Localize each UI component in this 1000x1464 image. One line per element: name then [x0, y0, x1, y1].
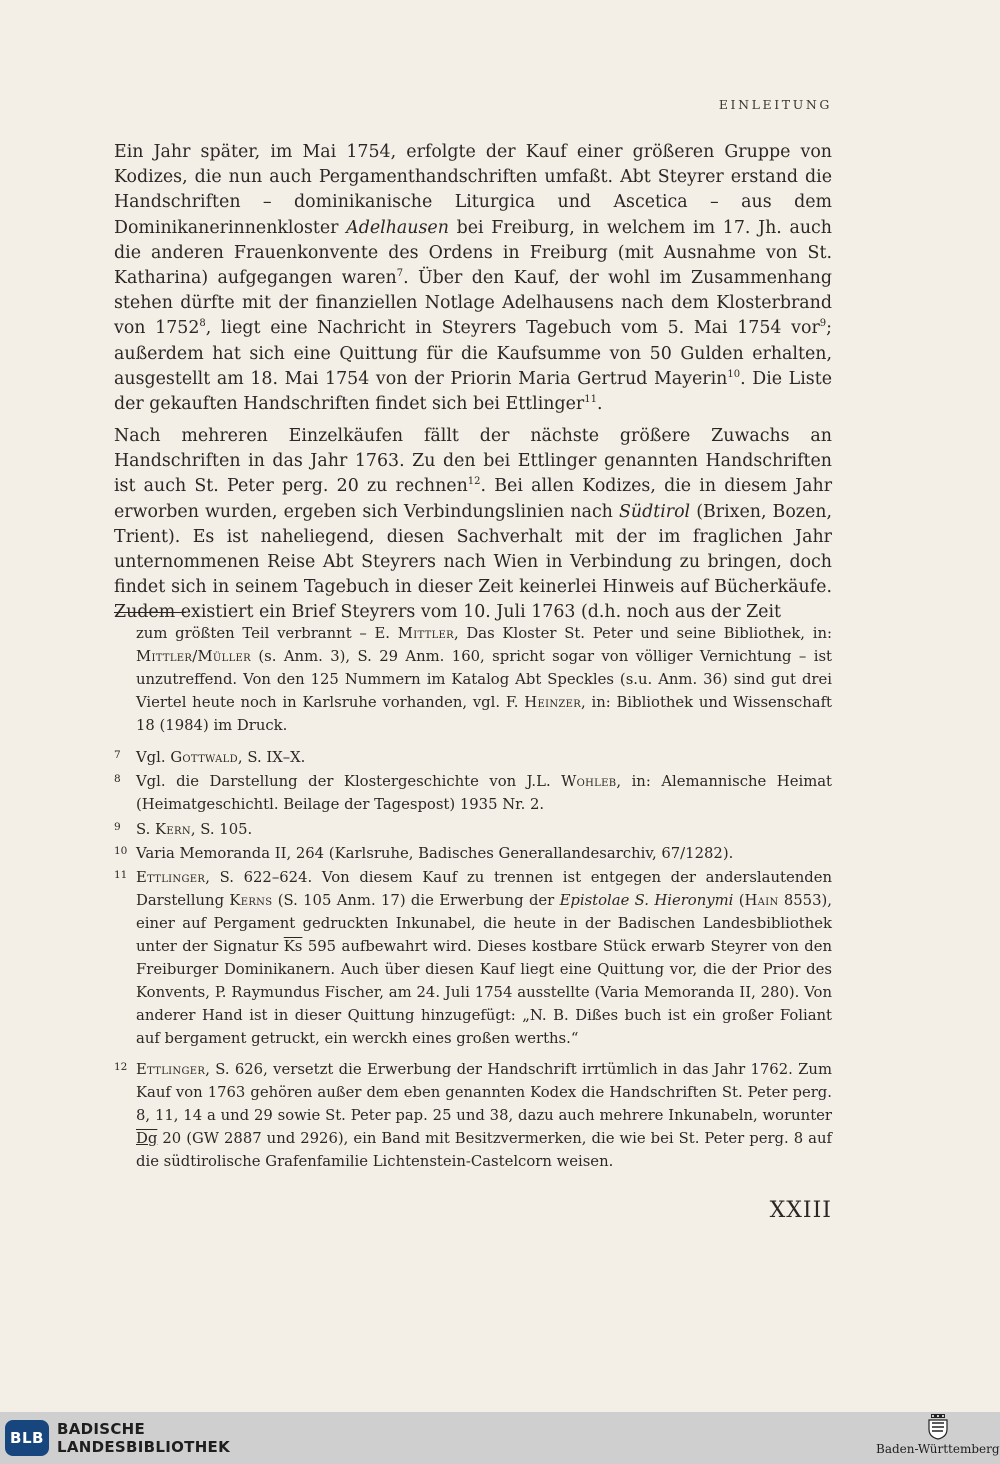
footnote-ref-11[interactable]: 11 — [584, 394, 597, 406]
footnote-ref-12[interactable]: 12 — [467, 476, 481, 488]
footnote-7: 7 Vgl. Gottwald, S. IX–X. — [114, 746, 832, 769]
body-paragraph-1: Ein Jahr später, im Mai 1754, erfolgte der Kauf einer größeren Gruppe von Kodizes, die nun auch Pergamenthandschriften umfaßt. Abt Steyrer erstand die Handschriften – dominikanische Liturgica und Ascetica – aus dem Dominikanerinnenkloster Adelhausen bei Freiburg, in welchem im 17. Jh. auch die anderen Frauenkonvente des Ordens in Freiburg (mit Ausnahme von St. Katharina) aufgegangen waren$^7$. Über den Kauf, der wohl im Zusammenhang stehen dürfte mit der finanziellen Notlage Adelhausens nach dem Klosterbrand von 1752$^8$, liegt eine Nachricht in Steyrers Tagebuch vom 5. Mai 1754 vor$^9$; außerdem hat sich eine Quittung für die Kaufsumme von 50 Gulden erhalten, ausgestellt am 18. Mai 1754 von der Priorin Maria Gertrud Mayerin$^{10}$. Die Liste der gekauften Handschriften findet sich bei Ettlinger$^{11}$. — [114, 142, 833, 415]
footnote-12: 12 Ettlinger, S. 626, versetzt die Erwerbung der Handschrift irrtümlich in das Jahr 1762. Zum Kauf von 1763 gehören außer dem eben genannten Kodex die Handschriften St. Peter perg. 8, 11, 14 a und 29 sowie St. Peter pap. 25 und 38, dazu auch mehrere Inkunabeln, worunter Dg 20 (GW 2887 und 2926), ein Band mit Besitzvermerken, die wie bei St. Peter perg. 8 auf die südtirolische Grafenfamilie Lichtenstein-Castelcorn weisen. — [114, 1058, 832, 1173]
place-name-suedtirol: Südtirol — [618, 501, 691, 522]
footnote-number: 12 — [114, 1061, 128, 1073]
footnote-continuation: zum größten Teil verbrannt – E. Mittler, Das Kloster St. Peter und seine Bibliothek, in: Mittler/Müller (s. Anm. 3), S. 29 Anm. 160, spricht sogar von völliger Vernichtung – ist unzutreffend. Von den 125 Nummern im Katalog Abt Speckles (s.u. Anm. 36) sind gut drei Viertel heute noch in Karlsruhe vorhanden, vgl. F. Heinzer, in: Bibliothek und Wissenschaft 18 (1984) im Druck. — [136, 625, 832, 734]
signature-ks: $\overline{Ks}$ — [283, 938, 303, 955]
footnote-ref-8[interactable]: 8 — [199, 318, 206, 330]
footnote-ref-10[interactable]: 10 — [727, 369, 741, 381]
library-name-line-1: BADISCHE — [57, 1420, 146, 1438]
place-name-adelhausen: Adelhausen — [346, 217, 449, 238]
library-name[interactable] — [57, 1420, 230, 1456]
signature-dg: Dg — [136, 1130, 158, 1147]
running-header: EINLEITUNG — [718, 97, 832, 112]
baden-wuerttemberg-crest-icon — [926, 1414, 950, 1440]
footnote-number: 7 — [114, 749, 121, 761]
footnote-9: 9 S. Kern, S. 105. — [114, 818, 832, 841]
footnote-11: 11 Ettlinger, S. 622–624. Von diesem Kauf zu trennen ist entgegen der anderslautenden Darstellung Kerns (S. 105 Anm. 17) die Erwerbung der Epistolae S. Hieronymi (Hain 8553), einer auf Pergament gedruckten Inkunabel, die heute in der Badischen Landesbibliothek unter der Signatur $\overline{Ks}$ 595 aufbewahrt wird. Dieses kostbare Stück erwarb Steyrer von den Freiburger Dominikanern. Auch über diesen Kauf liegt eine Quittung vor, die der Prior des Konvents, P. Raymundus Fischer, am 24. Juli 1754 ausstellte (Varia Memoranda II, 280). Von anderer Hand ist in dieser Quittung hinzugefügt: „N. B. Dißes buch ist ein großer Foliant auf bergament getruckt, ein werckh eines großen werths.“ — [114, 866, 832, 1050]
library-name-line-2: LANDESBIBLIOTHEK — [57, 1438, 231, 1456]
footnote-number: 10 — [114, 845, 128, 857]
state-name: Baden-Württemberg — [876, 1442, 1000, 1456]
footnote-10: 10 Varia Memoranda II, 264 (Karlsruhe, Badisches Generallandesarchiv, 67/1282). — [114, 842, 832, 865]
footnote-8: 8 Vgl. die Darstellung der Klostergeschichte von J.L. Wohleb, in: Alemannische Heimat (Heimatgeschichtl. Beilage der Tagespost) 1935 Nr. 2. — [114, 770, 832, 816]
footnote-separator — [114, 612, 186, 613]
footnote-number: 11 — [114, 869, 128, 881]
footer-bar — [0, 1412, 1000, 1464]
page-number: XXIII — [769, 1198, 832, 1223]
body-paragraph-2: Nach mehreren Einzelkäufen fällt der nächste größere Zuwachs an Handschriften in das Jahr 1763. Zu den bei Ettlinger genannten Handschriften ist auch St. Peter perg. 20 zu rechnen$^{12}$. Bei allen Kodizes, die in diesem Jahr erworben wurden, ergeben sich Verbindungslinien nach Südtirol (Brixen, Bozen, Trient). Es ist naheliegend, diesen Sachverhalt mit der im fraglichen Jahr unternommenen Reise Abt Steyrers nach Wien in Verbindung zu bringen, doch findet sich in seinem Tagebuch in dieser Zeit keinerlei Hinweis auf Bücherkäufe. Zudem existiert ein Brief Steyrers vom 10. Juli 1763 (d.h. noch aus der Zeit — [114, 426, 833, 623]
footnote-number: 9 — [114, 821, 121, 833]
footnote-ref-9[interactable]: 9 — [819, 318, 827, 330]
blb-logo-icon[interactable]: BLB — [5, 1420, 49, 1456]
footnote-ref-7[interactable]: 7 — [396, 268, 404, 280]
footnote-number: 8 — [114, 773, 121, 785]
